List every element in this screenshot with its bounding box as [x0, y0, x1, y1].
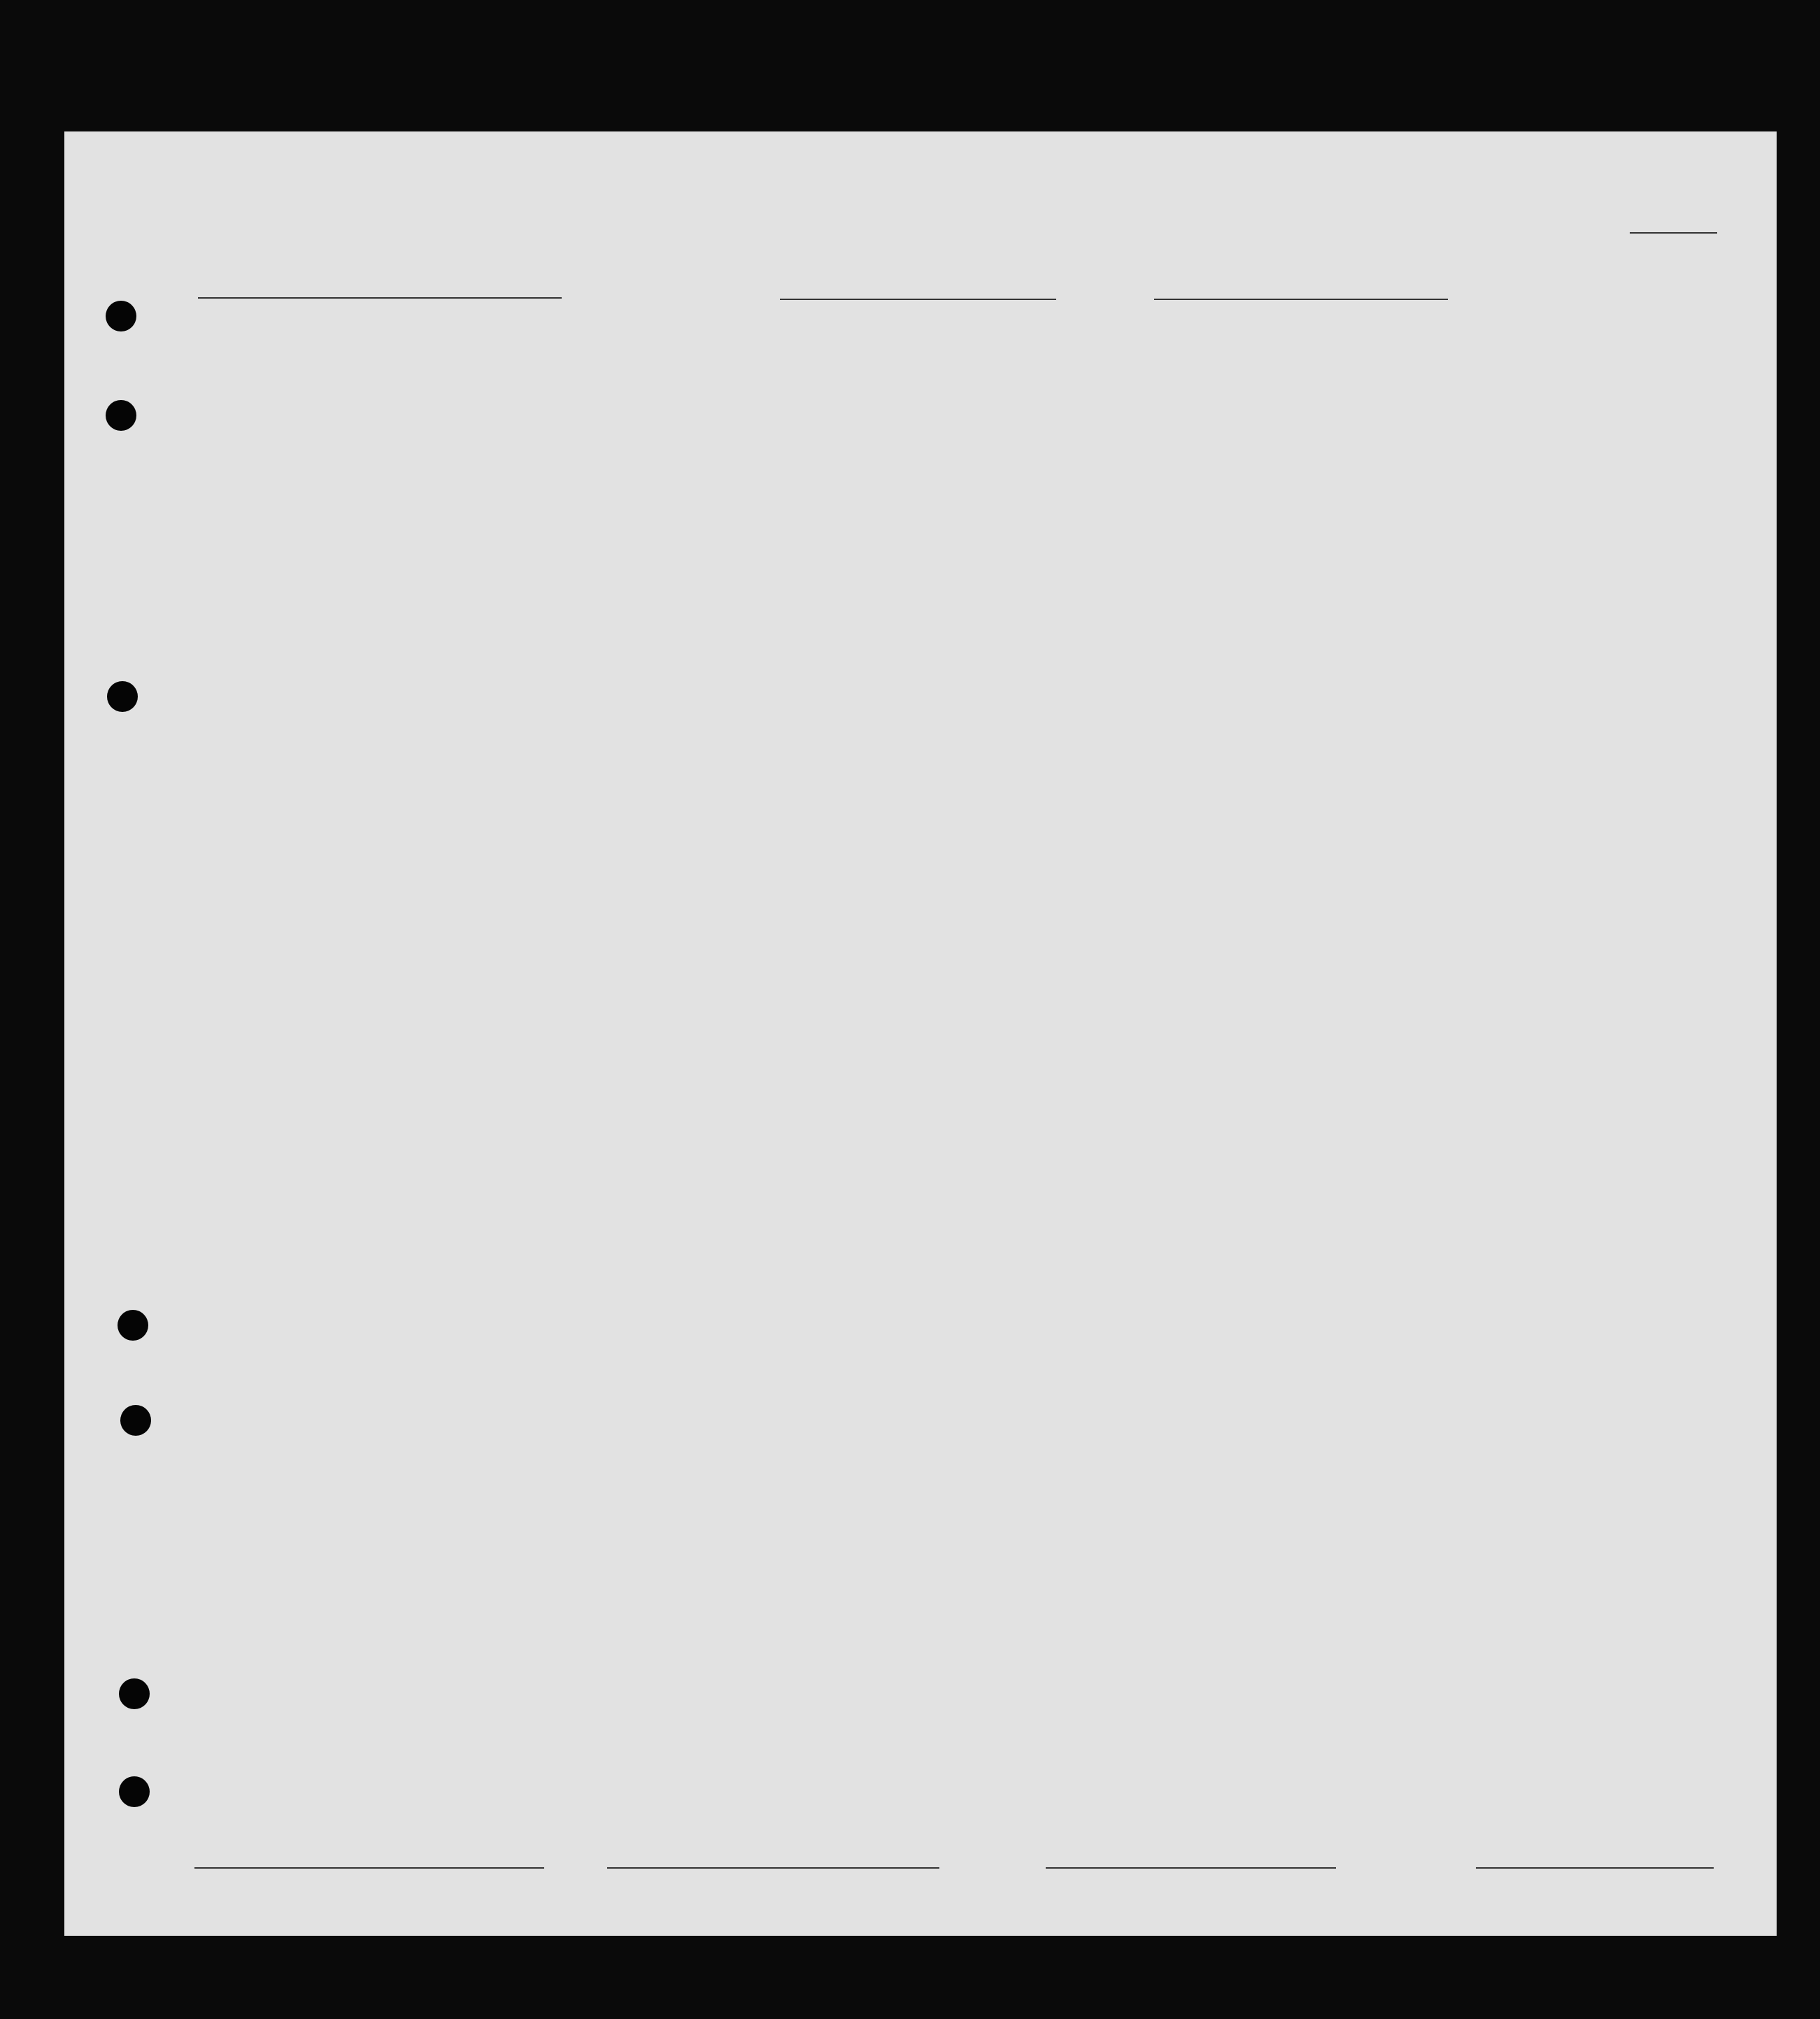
owners-underline	[607, 1867, 939, 1869]
officer-underline	[1476, 1867, 1714, 1869]
agents-underline	[1046, 1867, 1336, 1869]
line-underline	[194, 1867, 544, 1869]
